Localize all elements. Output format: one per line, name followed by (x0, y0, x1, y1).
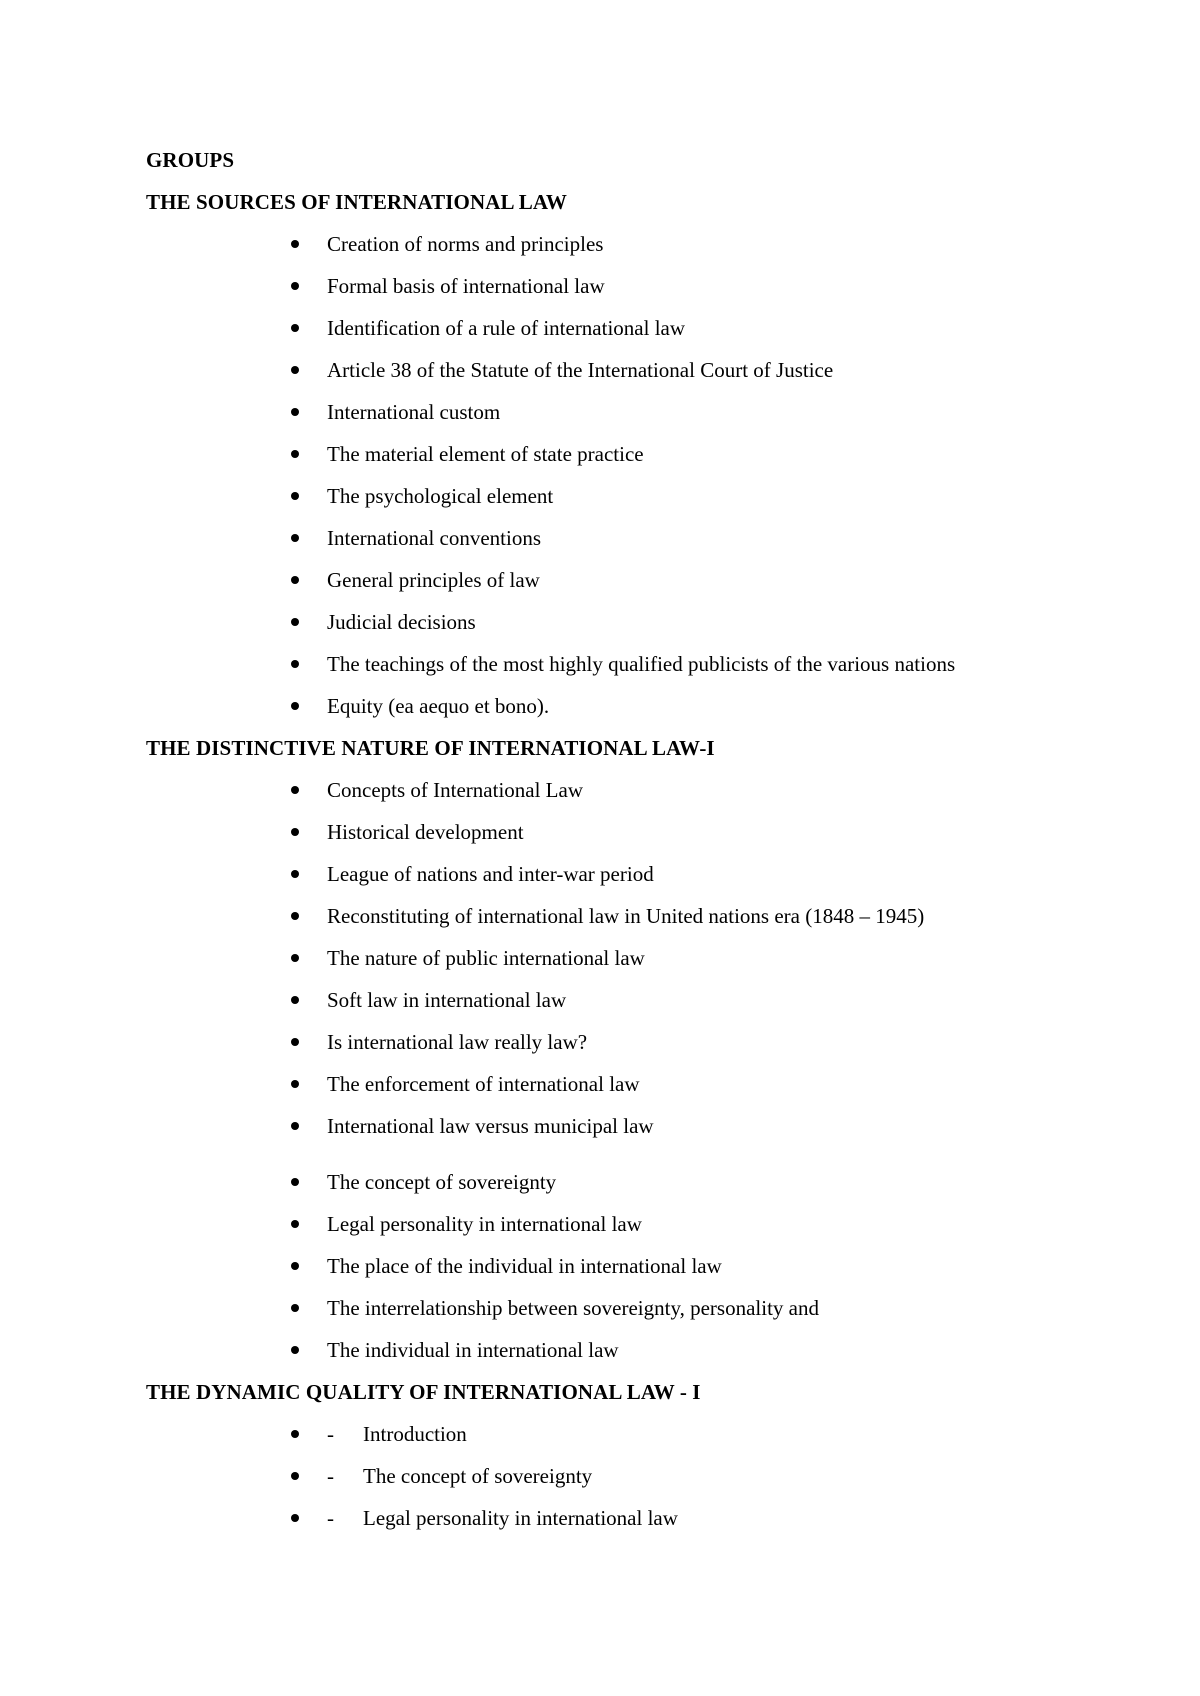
bullet-icon (291, 1346, 299, 1354)
bullet-icon (291, 576, 299, 584)
bullet-icon (291, 1080, 299, 1088)
section-heading-distinctive-nature: THE DISTINCTIVE NATURE OF INTERNATIONAL LAW-I (146, 736, 715, 760)
bullet-icon (291, 1514, 299, 1522)
bullet-icon (291, 1038, 299, 1046)
bullet-icon (291, 954, 299, 962)
bullet-icon (291, 618, 299, 626)
bullet-icon (291, 324, 299, 332)
section-heading-dynamic-quality: THE DYNAMIC QUALITY OF INTERNATIONAL LAW - I (146, 1380, 701, 1404)
bullet-icon (291, 1304, 299, 1312)
bullet-icon (291, 1220, 299, 1228)
bullet-icon (291, 450, 299, 458)
bullet-icon (291, 282, 299, 290)
bullet-icon (291, 828, 299, 836)
document-page: GROUPS THE SOURCES OF INTERNATIONAL LAW Creation of norms and principles Formal basis of international law Identification of a rule of international law Article 38 of the Statute of the International Court of Justice International custom The material element of state practice The psychological element International conventions General principles of law Judicial decisions The teachings of the most highly qualified publicists of the various nations Equity (ea aequo et bono). THE DISTINCTIVE NATURE OF INTERNATIONAL LAW-I Concepts of International Law Historical development League of nations and inter-war period Reconstituting of international law in United nations era (1848 – 1945) The nature of public international law Soft law in international law Is international law really law? The enforcement of international law International law versus municipal law The concept of sovereignty Legal personality in international law The place of the individual in international law The interrelationship between sovereignty, personality and The individual in international law THE DYNAMIC QUALITY OF INTERNATIONAL LAW - I - Introduction - The concept of sovereignty - Legal personality in international law (146, 148, 956, 1530)
dash-marker: - (327, 1464, 334, 1488)
bullet-icon (291, 996, 299, 1004)
bullet-icon (291, 408, 299, 416)
bullet-icon (291, 912, 299, 920)
bullet-icon (291, 1472, 299, 1480)
bullet-icon (291, 534, 299, 542)
bullet-icon (291, 1262, 299, 1270)
bullet-icon (291, 492, 299, 500)
bullet-icon (291, 1178, 299, 1186)
bullet-icon (291, 660, 299, 668)
section-heading-sources: THE SOURCES OF INTERNATIONAL LAW (146, 190, 567, 214)
bullet-icon (291, 786, 299, 794)
bullet-icon (291, 702, 299, 710)
dash-marker: - (327, 1422, 334, 1446)
bullet-icon (291, 1122, 299, 1130)
bullet-icon (291, 870, 299, 878)
bullet-icon (291, 366, 299, 374)
bullet-icon (291, 1430, 299, 1438)
document-title: GROUPS (146, 148, 235, 172)
bullet-icon (291, 240, 299, 248)
dash-marker: - (327, 1506, 334, 1530)
